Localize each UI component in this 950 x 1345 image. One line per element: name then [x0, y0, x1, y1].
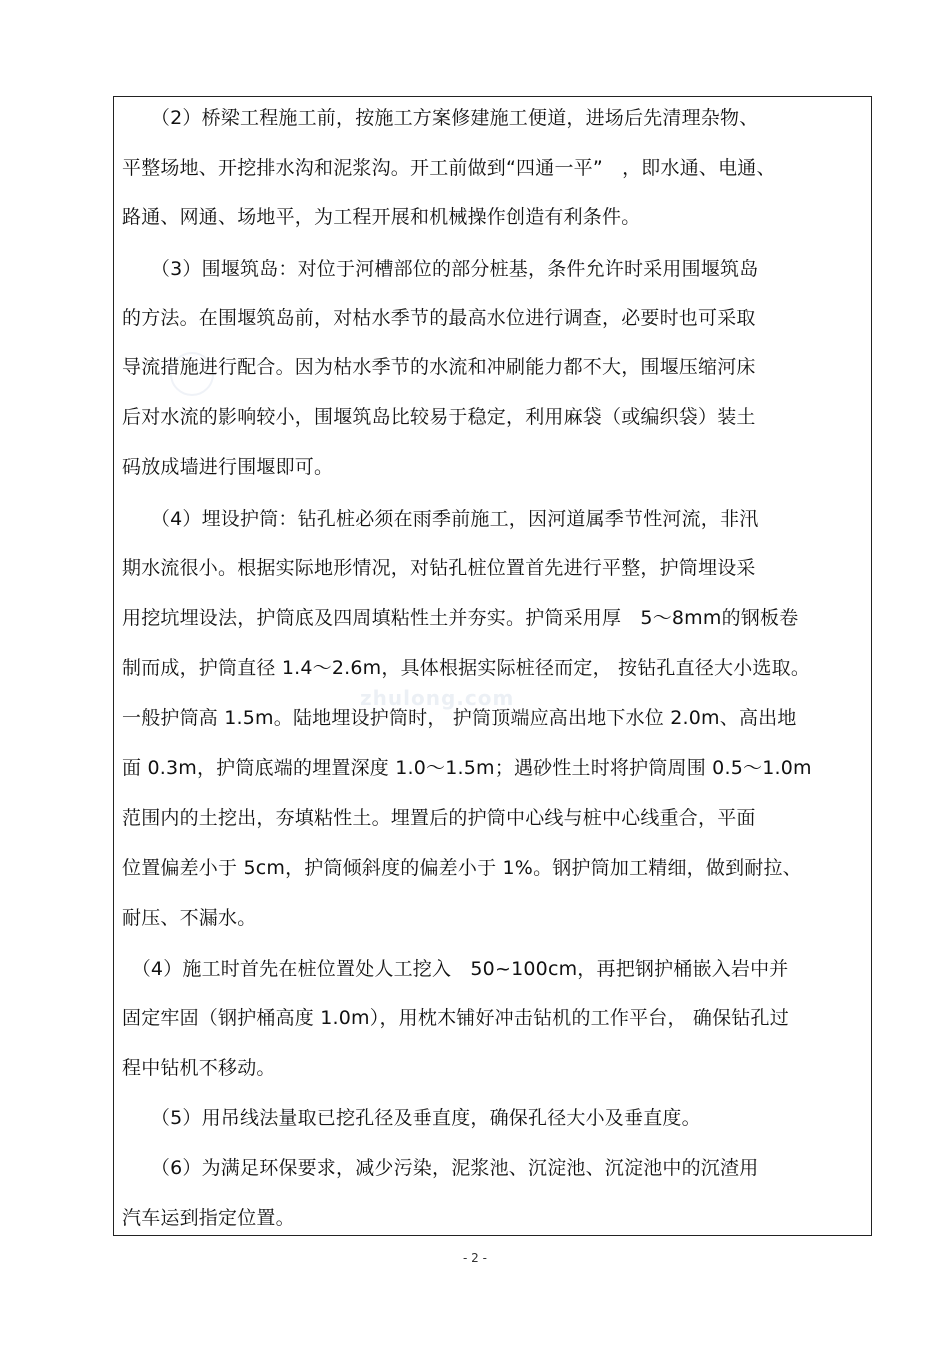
text-line: 汽车运到指定位置。	[122, 1207, 295, 1229]
text-line: 码放成墙进行围堰即可。	[122, 456, 334, 478]
text-line: （6）为满足环保要求，减少污染，泥浆池、沉淀池、沉淀池中的沉渣用	[122, 1157, 759, 1179]
text-line: （2）桥梁工程施工前，按施工方案修建施工便道，进场后先清理杂物、	[122, 107, 759, 129]
text-line: 耐压、不漏水。	[122, 907, 257, 929]
watermark-text: zhulong.com	[360, 686, 515, 710]
text-line: 路通、网通、场地平，为工程开展和机械操作创造有利条件。	[122, 206, 641, 228]
page-number: - 2 -	[463, 1251, 487, 1265]
text-line: 制而成，护筒直径 1.4～2.6m，具体根据实际桩径而定， 按钻孔直径大小选取。	[122, 657, 811, 679]
text-line: 的方法。在围堰筑岛前，对枯水季节的最高水位进行调查，必要时也可采取	[122, 307, 756, 329]
text-line: （4）施工时首先在桩位置处人工挖入 50~100cm，再把钢护桶嵌入岩中并	[122, 958, 789, 980]
text-line: 范围内的土挖出，夯填粘性土。埋置后的护筒中心线与桩中心线重合，平面	[122, 807, 756, 829]
text-line: 导流措施进行配合。因为枯水季节的水流和冲刷能力都不大，围堰压缩河床	[122, 356, 756, 378]
text-line: 后对水流的影响较小，围堰筑岛比较易于稳定，利用麻袋（或编织袋）装土	[122, 406, 756, 428]
text-line: 程中钻机不移动。	[122, 1057, 276, 1079]
text-line: 期水流很小。根据实际地形情况，对钻孔桩位置首先进行平整，护筒埋设采	[122, 557, 756, 579]
text-line: （5）用吊线法量取已挖孔径及垂直度，确保孔径大小及垂直度。	[122, 1107, 701, 1129]
text-line: 平整场地、开挖排水沟和泥浆沟。开工前做到“四通一平” ，即水通、电通、	[122, 157, 776, 179]
text-line: （4）埋设护筒：钻孔桩必须在雨季前施工，因河道属季节性河流，非汛	[122, 508, 759, 530]
text-line: 位置偏差小于 5cm，护筒倾斜度的偏差小于 1%。钢护筒加工精细，做到耐拉、	[122, 857, 802, 879]
text-line: 固定牢固（钢护桶高度 1.0m），用枕木铺好冲击钻机的工作平台， 确保钻孔过	[122, 1007, 789, 1029]
text-line: 面 0.3m，护筒底端的埋置深度 1.0～1.5m；遇砂性土时将护筒周围 0.5～1.0m	[122, 757, 812, 779]
text-line: 用挖坑埋设法，护筒底及四周填粘性土并夯实。护筒采用厚 5～8mm的钢板卷	[122, 607, 799, 629]
text-line: （3）围堰筑岛：对位于河槽部位的部分桩基，条件允许时采用围堰筑岛	[122, 258, 759, 280]
text-line: 一般护筒高 1.5m。陆地埋设护筒时， 护筒顶端应高出地下水位 2.0m、高出地	[122, 707, 797, 729]
